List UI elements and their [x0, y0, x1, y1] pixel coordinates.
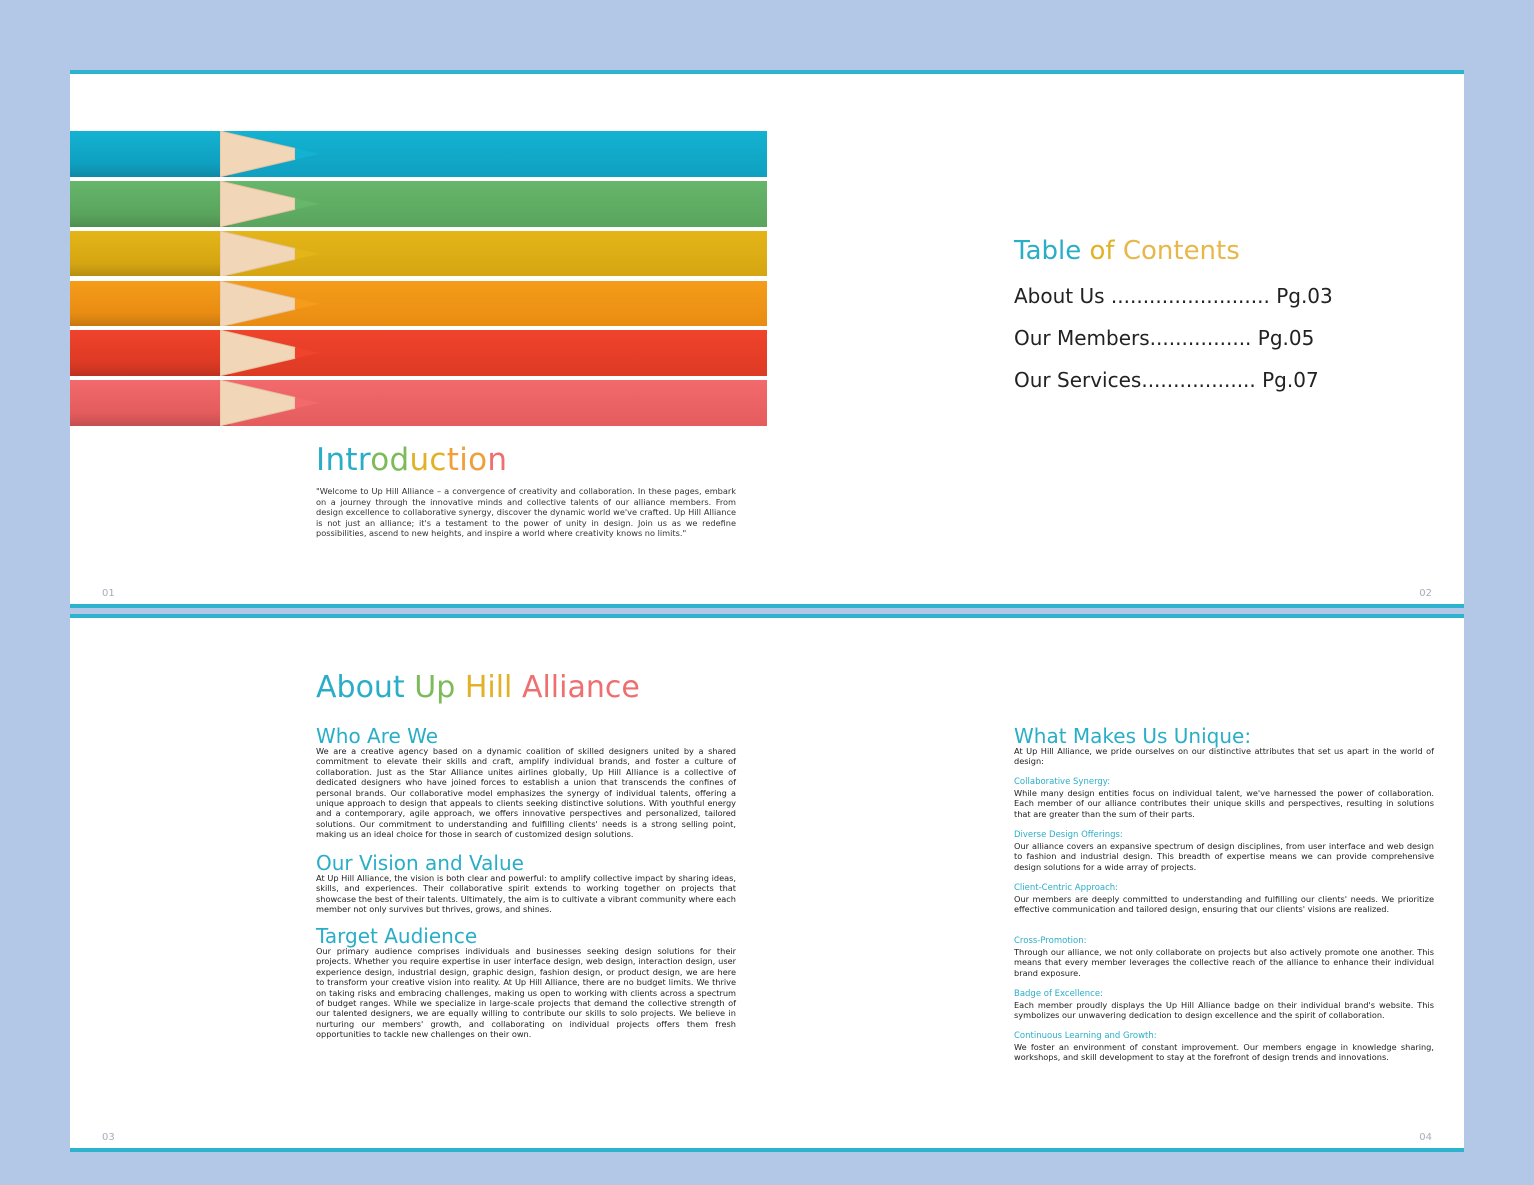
about-title-part: About — [316, 670, 405, 705]
introduction-title — [316, 442, 507, 478]
pencil-green — [70, 181, 767, 227]
page-number-left: 01 — [102, 588, 115, 599]
unique-item-title: Cross-Promotion: — [1014, 936, 1087, 946]
pencil-yellow — [70, 231, 767, 277]
toc-title-part: Table — [1014, 236, 1082, 266]
pencil-stripe-orange — [70, 281, 767, 327]
unique-heading: What Makes Us Unique: — [1014, 724, 1252, 748]
spread-about — [70, 614, 1464, 1152]
vision-heading: Our Vision and Value — [316, 851, 524, 875]
unique-item-text: While many design entities focus on individual talent, we've harnessed the power of collaboration. Each member of our alliance contributes their unique skills and perspectives, resulting in solutions that are greater than the sum of their parts. — [1014, 788, 1434, 819]
intro-title-part: n — [487, 442, 508, 478]
about-title-part: Hill — [464, 670, 513, 705]
unique-item-title: Client-Centric Approach: — [1014, 883, 1119, 893]
about-title — [316, 670, 640, 705]
colored-pencils-image — [70, 131, 767, 426]
pencil-stripe-green — [70, 181, 767, 227]
unique-item-text: We foster an environment of constant improvement. Our members engage in knowledge sharing, workshops, and skill development to stay at the forefront of design trends and innovations. — [1014, 1042, 1434, 1063]
toc-entry-our-members: Our Members................ Pg.05 — [1014, 326, 1315, 350]
intro-title-part: tio — [446, 442, 488, 478]
introduction-text: "Welcome to Up Hill Alliance – a convergence of creativity and collaboration. In these pages, embark on a journey through the innovative minds and collective talents of our alliance members. From design excellence to collaborative synergy, discover the dynamic world we've crafted. Up Hill Alliance is not just an alliance; it's a testament to the power of unity in design. Join us as we redefine possibilities, ascend to new heights, and inspire a world where creativity knows no limits." — [316, 486, 736, 538]
about-title-part: Alliance — [521, 670, 640, 705]
page-number-right: 02 — [1419, 588, 1432, 599]
pencil-orange — [70, 281, 767, 327]
toc-entry-about-us: About Us ......................... Pg.03 — [1014, 284, 1333, 308]
vision-text: At Up Hill Alliance, the vision is both clear and powerful: to amplify collective impact by sharing ideas, skills, and experiences. Their collaborative spirit extends to working together on projects that showcase the best of their talents. Ultimately, the aim is to cultivate a vibrant community where each member not only survives but thrives, grows, and shines. — [316, 873, 736, 915]
pencil-stripe-pink — [70, 380, 767, 426]
pencil-stripe-red — [70, 330, 767, 376]
about-title-part: Up — [414, 670, 456, 705]
toc-entry-our-services: Our Services.................. Pg.07 — [1014, 368, 1319, 392]
toc-title-part: of — [1089, 236, 1115, 266]
unique-item-title: Continuous Learning and Growth: — [1014, 1031, 1157, 1041]
pencil-blue — [70, 131, 767, 177]
page-number-right: 04 — [1419, 1132, 1432, 1143]
pencil-pink — [70, 380, 767, 426]
target-audience-text: Our primary audience comprises individuals and businesses seeking design solutions for their projects. Whether you require expertise in user interface design, web design, interaction design, user experience design, industrial design, graphic design, fashion design, or product design, we are here to transform your creative vision into reality. At Up Hill Alliance, there are no budget limits. We thrive on taking risks and embracing challenges, making us open to working with clients across a spectrum of budget ranges. While we specialize in large-scale projects that demand the collective strength of our talented designers, we are equally willing to contribute our skills to solo projects. We believe in nurturing our members' growth, and collaborating on individual projects offers them fresh opportunities to tackle new challenges on their own. — [316, 946, 736, 1040]
pencil-red — [70, 330, 767, 376]
pencil-stripe-blue — [70, 131, 767, 177]
spread-intro-toc — [70, 70, 1464, 608]
unique-item-text: Our alliance covers an expansive spectrum of design disciplines, from user interface and web design to fashion and industrial design. This breadth of expertise means we can provide comprehensive design solutions for a wide array of projects. — [1014, 841, 1434, 872]
intro-title-part: Intr — [316, 442, 371, 478]
pencil-stripe-yellow — [70, 231, 767, 277]
target-audience-heading: Target Audience — [316, 924, 478, 948]
intro-title-part: od — [370, 442, 410, 478]
toc-title — [1014, 236, 1240, 266]
unique-item-title: Diverse Design Offerings: — [1014, 830, 1123, 840]
unique-intro-text: At Up Hill Alliance, we pride ourselves on our distinctive attributes that set us apart in the world of design: — [1014, 746, 1434, 767]
toc-title-part: Contents — [1122, 236, 1240, 266]
intro-title-part: uc — [409, 442, 447, 478]
unique-item-text: Through our alliance, we not only collaborate on projects but also actively promote one another. This means that every member leverages the collective reach of the alliance to enhance their individual brand exposure. — [1014, 947, 1434, 978]
who-are-we-heading: Who Are We — [316, 724, 439, 748]
unique-item-title: Badge of Excellence: — [1014, 989, 1103, 999]
who-are-we-text: We are a creative agency based on a dynamic coalition of skilled designers united by a shared commitment to elevate their skills and craft, amplify individual brands, and foster a culture of collaboration. Just as the Star Alliance unites airlines globally, Up Hill Alliance is a collective of dedicated designers who have joined forces to establish a union that transcends the confines of personal brands. Our collaborative model emphasizes the synergy of individual talents, offering a unique approach to design that appeals to clients seeking distinctive solutions. With youthful energy and a contemporary, agile approach, we offers innovative perspectives and personalized, tailored solutions. Our commitment to understanding and fulfilling clients' needs is a strong selling point, making us an ideal choice for those in search of customized design solutions. — [316, 746, 736, 840]
unique-item-text: Our members are deeply committed to understanding and fulfilling our clients' needs. We prioritize effective communication and tailored design, ensuring that our clients' visions are realized. — [1014, 894, 1434, 915]
unique-item-title: Collaborative Synergy: — [1014, 777, 1111, 787]
page-number-left: 03 — [102, 1132, 115, 1143]
unique-item-text: Each member proudly displays the Up Hill Alliance badge on their individual brand's website. This symbolizes our unwavering dedication to design excellence and the spirit of collaboration. — [1014, 1000, 1434, 1021]
